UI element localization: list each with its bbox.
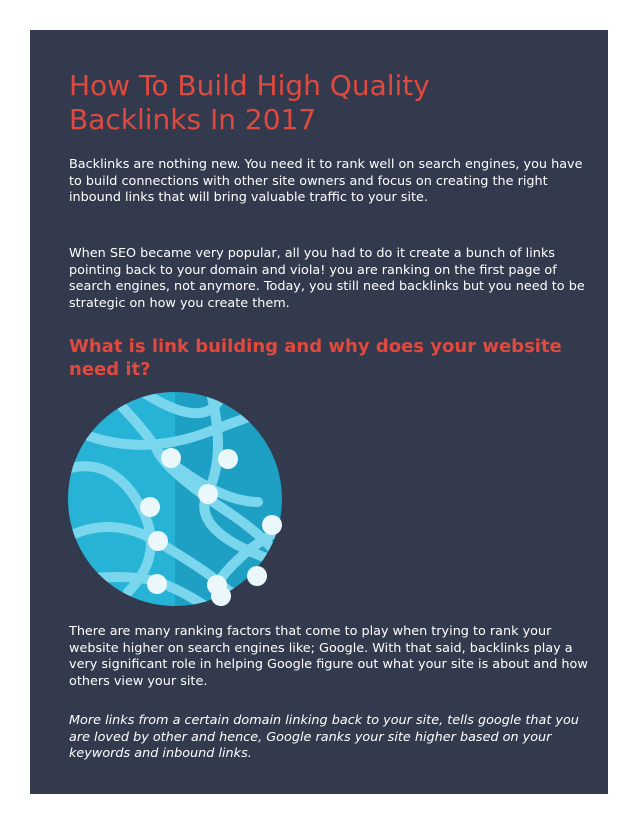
- network-node: [198, 484, 218, 504]
- article-title: How To Build High Quality Backlinks In 2017: [69, 69, 430, 136]
- network-node: [161, 448, 181, 468]
- network-node: [211, 586, 231, 606]
- network-node: [140, 497, 160, 517]
- network-node: [218, 449, 238, 469]
- intro-paragraph-1: Backlinks are nothing new. You need it to rank well on search engines, you have to build connections with other site owners and focus on creating the right inbound links that will bring valuable traffic to your site.: [69, 157, 583, 205]
- closing-quote: More links from a certain domain linking back to your site, tells google that you are loved by other and hence, Google ranks your site higher based on your keywords and inbound links.: [69, 713, 579, 761]
- intro-paragraph-2: When SEO became very popular, all you had to do it create a bunch of links pointing back to your domain and viola! you are ranking on the first page of search engines, not anymore. Today, you still need backlinks but you need to be strategic on how you create them.: [69, 246, 585, 311]
- network-node: [147, 574, 167, 594]
- network-node: [262, 515, 282, 535]
- body-paragraph: There are many ranking factors that come to play when trying to rank your website higher on search engines like; Google. With that said, backlinks play a very significant role in helping Google figure out what your site is about and how others view your site.: [69, 624, 588, 689]
- network-node: [247, 566, 267, 586]
- section-heading: What is link building and why does your website need it?: [69, 336, 562, 380]
- article-panel: [30, 30, 608, 794]
- network-node: [148, 531, 168, 551]
- network-globe-icon: [68, 392, 282, 606]
